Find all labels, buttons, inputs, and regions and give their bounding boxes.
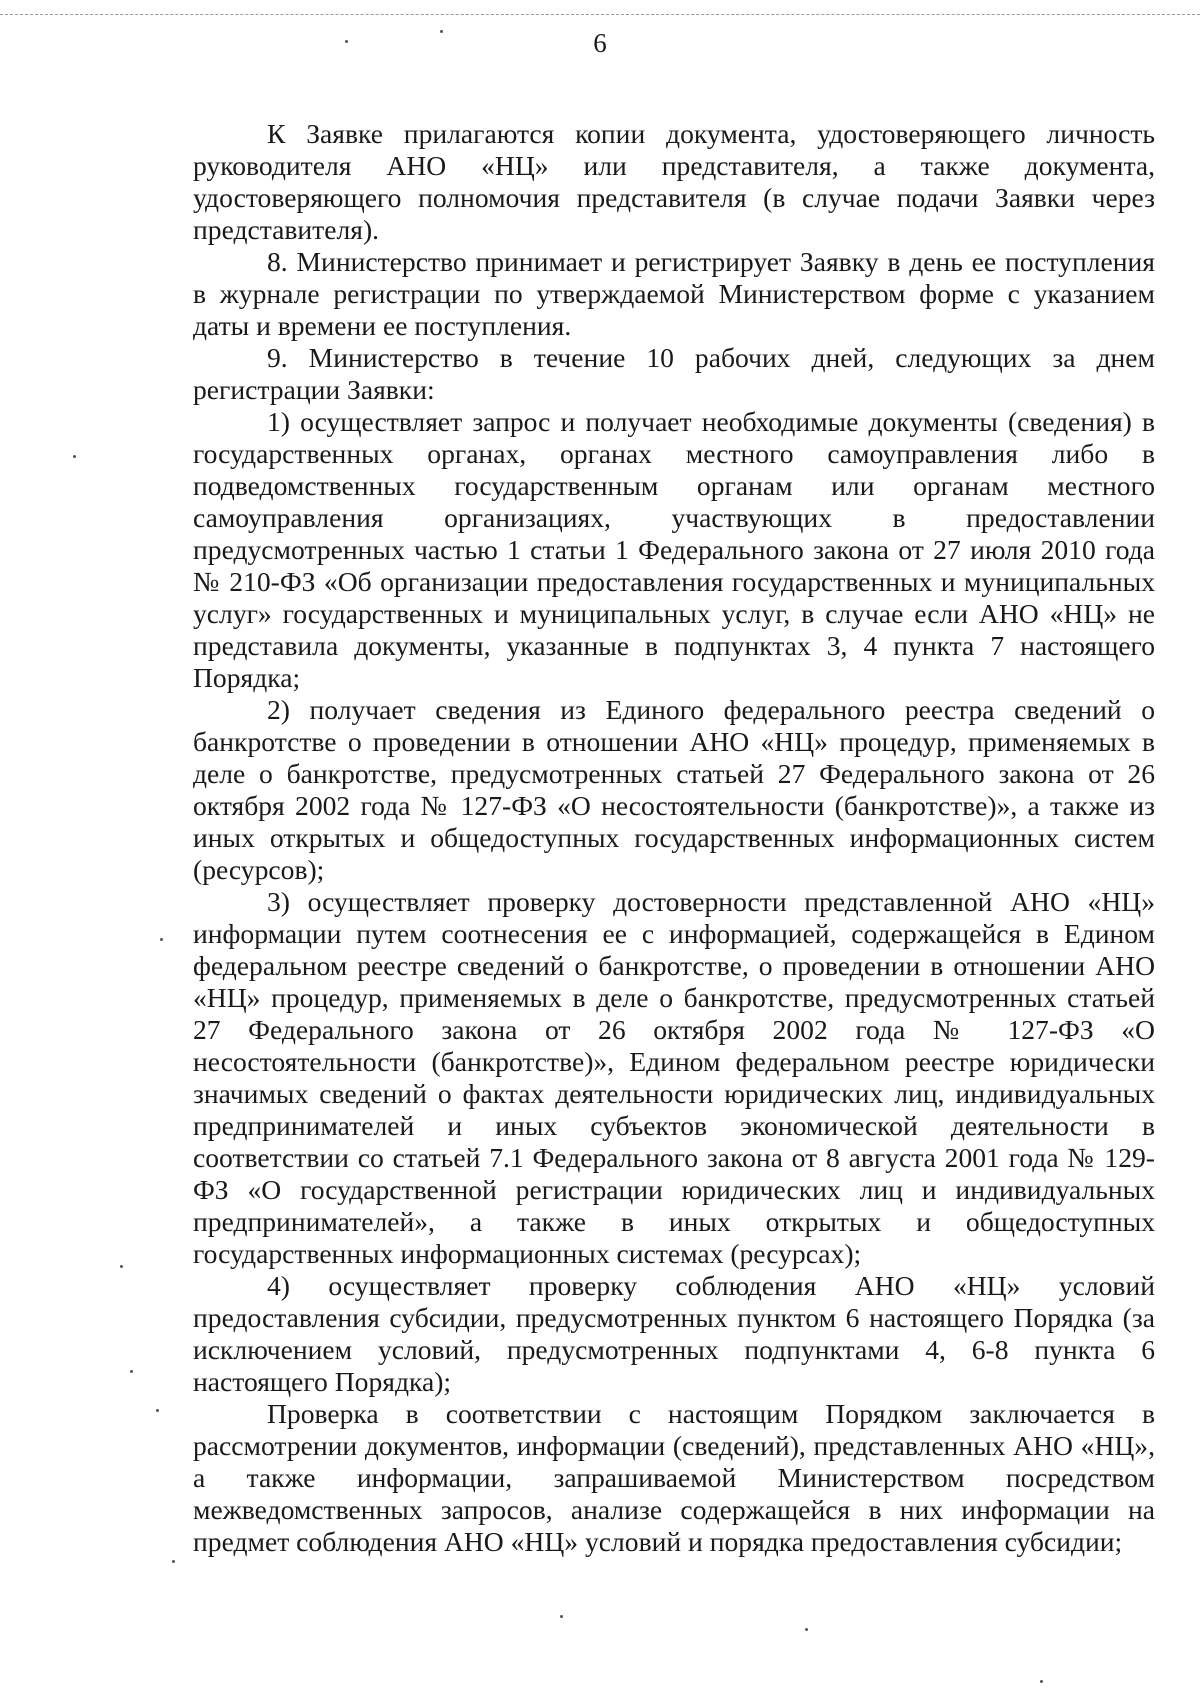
paragraph-verification: Проверка в соответствии с настоящим Порядком заключается в рассмотрении документов, информации (сведений), представленных АНО «НЦ», а также информации, запрашиваемой Министерством посредством межведомственных запросов, анализе содержащейся в них информации на предмет соблюдения АНО «НЦ» условий и порядка предоставления субсидии; — [193, 1398, 1155, 1557]
paragraph-subitem-2: 2) получает сведения из Единого федерального реестра сведений о банкротстве о проведении в отношении АНО «НЦ» процедур, применяемых в деле о банкротстве, предусмотренных статьей 27 Федерального закона от 26 октября 2002 года № 127-ФЗ «О несостоятельности (банкротстве)», а также из иных открытых и общедоступных государственных информационных систем (ресурсов); — [193, 694, 1155, 885]
scan-speck — [560, 1615, 563, 1618]
paragraph-attachments: К Заявке прилагаются копии документа, удостоверяющего личность руководителя АНО «НЦ» или представителя, а также документа, удостоверяющего полномочия представителя (в случае подачи Заявки через представителя). — [193, 118, 1155, 245]
scan-speck — [130, 1370, 133, 1373]
scan-speck — [156, 1409, 159, 1412]
paragraph-subitem-1: 1) осуществляет запрос и получает необходимые документы (сведения) в государственных органах, органах местного самоуправления либо в подведомственных государственным органам или органам местного самоуправления организациях, участвующих в предоставлении предусмотренных частью 1 статьи 1 Федерального закона от 27 июля 2010 года № 210-ФЗ «Об организации предоставления государственных и муниципальных услуг» государственных и муниципальных услуг, в случае если АНО «НЦ» не представила документы, указанные в подпунктах 3, 4 пункта 7 настоящего Порядка; — [193, 406, 1155, 693]
scan-speck — [120, 1265, 123, 1268]
paragraph-item-8: 8. Министерство принимает и регистрирует Заявку в день ее поступления в журнале регистрации по утверждаемой Министерством форме с указанием даты и времени ее поступления. — [193, 246, 1155, 341]
scan-top-edge — [0, 14, 1200, 15]
document-body — [193, 118, 1155, 1558]
scan-speck — [345, 40, 348, 43]
scan-speck — [440, 30, 443, 33]
scan-speck — [172, 1560, 175, 1563]
scan-speck — [1040, 1680, 1043, 1683]
paragraph-subitem-4: 4) осуществляет проверку соблюдения АНО «НЦ» условий предоставления субсидии, предусмотренных пунктом 6 настоящего Порядка (за исключением условий, предусмотренных подпунктами 4, 6-8 пункта 6 настоящего Порядка); — [193, 1270, 1155, 1397]
page-number: 6 — [593, 28, 607, 58]
scan-speck — [73, 455, 76, 458]
scan-speck — [160, 938, 163, 941]
scan-speck — [805, 1628, 808, 1631]
paragraph-subitem-3: 3) осуществляет проверку достоверности представленной АНО «НЦ» информации путем соотнесения ее с информацией, содержащейся в Едином федеральном реестре сведений о банкротстве, о проведении в отношении АНО «НЦ» процедур, применяемых в деле о банкротстве, предусмотренных статьей 27 Федерального закона от 26 октября 2002 года № 127-ФЗ «О несостоятельности (банкротстве)», Едином федеральном реестре юридически значимых сведений о фактах деятельности юридических лиц, индивидуальных предпринимателей и иных субъектов экономической деятельности в соответствии со статьей 7.1 Федерального закона от 8 августа 2001 года № 129-ФЗ «О государственной регистрации юридических лиц и индивидуальных предпринимателей», а также в иных открытых и общедоступных государственных информационных системах (ресурсах); — [193, 886, 1155, 1269]
paragraph-item-9: 9. Министерство в течение 10 рабочих дней, следующих за днем регистрации Заявки: — [193, 342, 1155, 405]
